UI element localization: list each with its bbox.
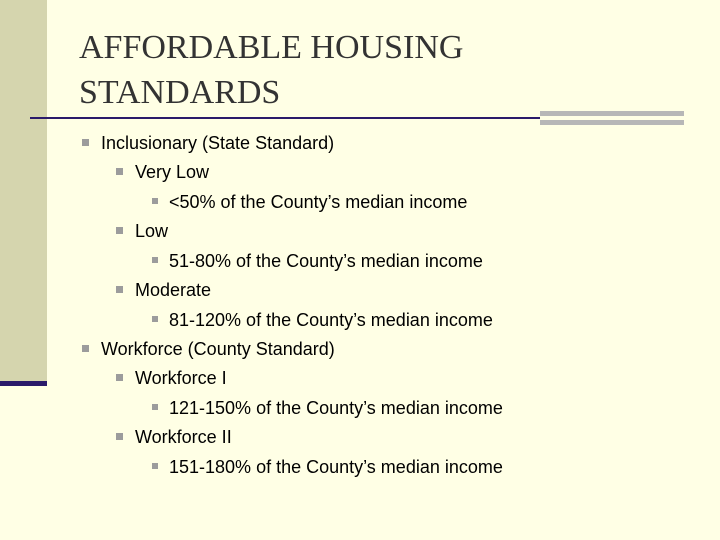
- square-bullet-icon: [152, 257, 158, 263]
- list-item: [82, 131, 334, 155]
- list-item: [116, 278, 211, 302]
- list-item-text: 151-180% of the County’s median income: [169, 457, 503, 477]
- list-item: [116, 366, 227, 390]
- list-item: [152, 455, 503, 479]
- list-item: [116, 160, 209, 184]
- list-item: [82, 337, 335, 361]
- left-accent-bar: [0, 0, 47, 386]
- list-item: [152, 396, 503, 420]
- list-item: [116, 425, 232, 449]
- slide-title: [79, 25, 679, 115]
- title-divider-accent: [540, 111, 684, 125]
- list-item: [152, 308, 493, 332]
- list-item: [116, 219, 168, 243]
- list-item-text: Inclusionary (State Standard): [101, 133, 335, 153]
- list-item-text: <50% of the County’s median income: [169, 192, 468, 212]
- square-bullet-icon: [152, 198, 158, 204]
- list-item-text: Workforce II: [135, 427, 232, 447]
- square-bullet-icon: [152, 463, 158, 469]
- square-bullet-icon: [116, 227, 123, 234]
- left-accent-bar-edge: [0, 381, 47, 386]
- list-item-text: Low: [135, 221, 169, 241]
- list-item-text: Workforce (County Standard): [101, 339, 335, 359]
- square-bullet-icon: [116, 433, 123, 440]
- slide-title-line-2: STANDARDS: [79, 74, 281, 111]
- title-divider-line: [30, 117, 540, 119]
- square-bullet-icon: [116, 374, 123, 381]
- list-item-text: Workforce I: [135, 368, 227, 388]
- list-item-text: 51-80% of the County’s median income: [169, 251, 483, 271]
- square-bullet-icon: [152, 404, 158, 410]
- square-bullet-icon: [116, 168, 123, 175]
- square-bullet-icon: [116, 286, 123, 293]
- list-item-text: Moderate: [135, 280, 212, 300]
- list-item-text: 81-120% of the County’s median income: [169, 310, 493, 330]
- list-item: [152, 190, 467, 214]
- square-bullet-icon: [82, 345, 89, 352]
- list-item-text: Very Low: [135, 162, 210, 182]
- list-item-text: 121-150% of the County’s median income: [169, 398, 503, 418]
- list-item: [152, 249, 483, 273]
- square-bullet-icon: [152, 316, 158, 322]
- square-bullet-icon: [82, 139, 89, 146]
- slide-title-line-1: AFFORDABLE HOUSING: [79, 29, 464, 66]
